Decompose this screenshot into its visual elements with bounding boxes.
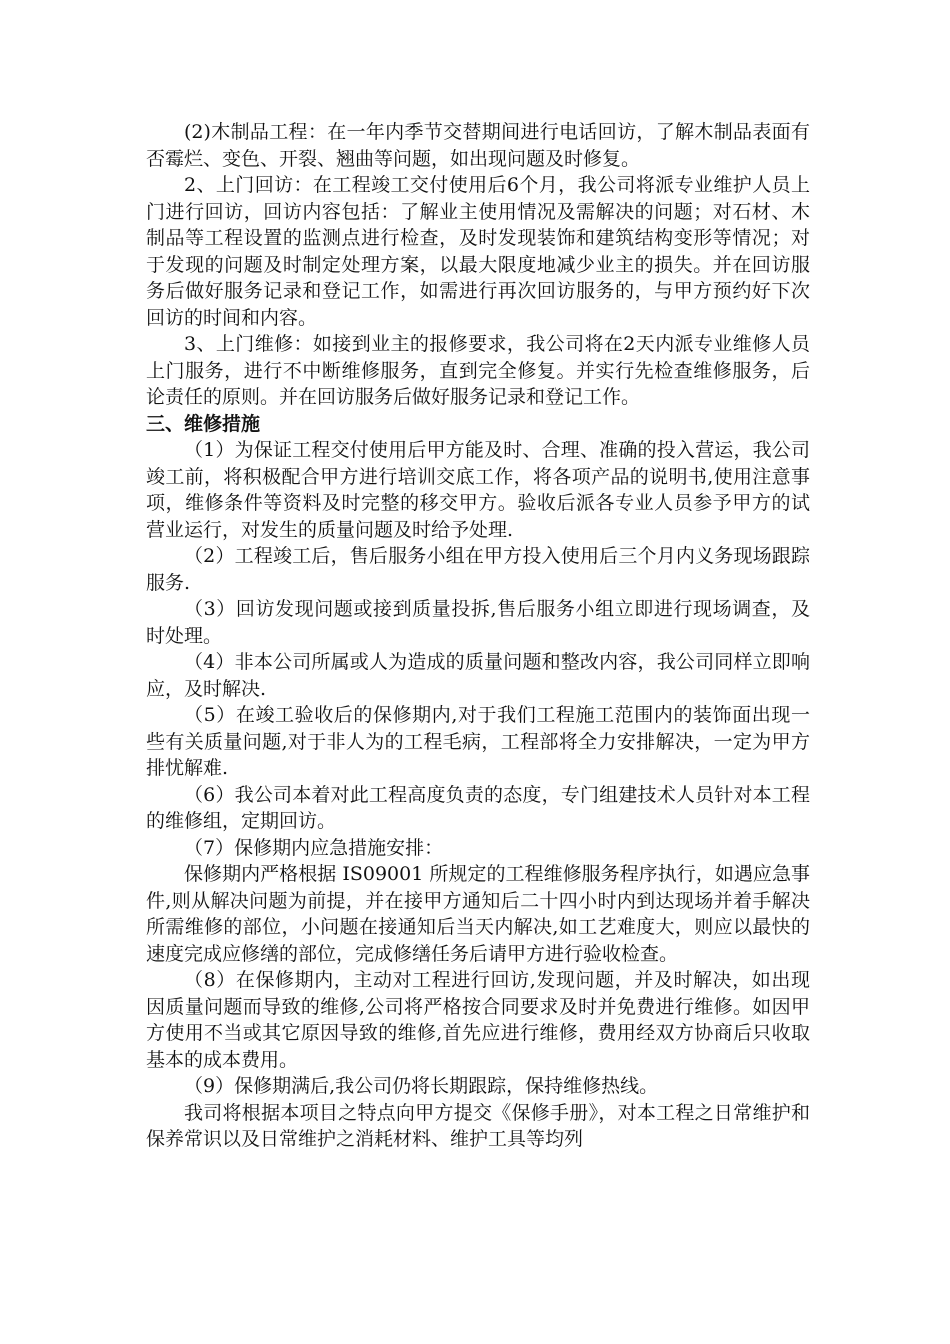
measure-item-5: （5）在竣工验收后的保修期内,对于我们工程施工范围内的装饰面出现一些有关质量问题,对于非人为的工程毛病，工程部将全力安排解决，一定为甲方排忧解难. [146, 704, 810, 779]
paragraph-onsite-repair: 3、上门维修：如接到业主的报修要求，我公司将在2天内派专业维修人员上门服务，进行不中断维修服务，直到完全修复。并实行先检查维修服务，后论责任的原则。并在回访服务后做好服务记录和登记工作。 [146, 333, 810, 408]
measure-item-6: （6）我公司本着对此工程高度负责的态度，专门组建技术人员针对本工程的维修组，定期回访。 [146, 783, 810, 832]
measure-item-4: （4）非本公司所属或人为造成的质量问题和整改内容，我公司同样立即响应，及时解决. [146, 651, 810, 700]
measure-item-8: （8）在保修期内，主动对工程进行回访,发现问题，并及时解决，如出现因质量问题而导致的维修,公司将严格按合同要求及时并免费进行维修。如因甲方使用不当或其它原因导致的维修,首先应进行维修，费用经双方协商后只收取基本的成本费用。 [146, 969, 810, 1071]
document-page [146, 119, 810, 1153]
measure-item-3: （3）回访发现问题或接到质量投拆,售后服务小组立即进行现场调查，及时处理。 [146, 598, 810, 647]
measure-item-7-detail: 保修期内严格根据 IS09001 所规定的工程维修服务程序执行，如遇应急事件,则从解决问题为前提，并在接甲方通知后二十四小时内到达现场并着手解决所需维修的部位，小问题在接通知后当天内解决,如工艺难度大，则应以最快的速度完成应修缮的部位，完成修缮任务后请甲方进行验收检查。 [146, 863, 810, 965]
measure-item-2: （2）工程竣工后，售后服务小组在甲方投入使用后三个月内义务现场跟踪服务. [146, 545, 810, 594]
paragraph-wood-products: (2)木制品工程：在一年内季节交替期间进行电话回访，了解木制品表面有否霉烂、变色、开裂、翘曲等问题，如出现问题及时修复。 [146, 121, 810, 170]
paragraph-onsite-visit: 2、上门回访：在工程竣工交付使用后6个月，我公司将派专业维护人员上门进行回访，回访内容包括：了解业主使用情况及需解决的问题；对石材、木制品等工程设置的监测点进行检查，及时发现装饰和建筑结构变形等情况；对于发现的问题及时制定处理方案，以最大限度地减少业主的损失。并在回访服务后做好服务记录和登记工作，如需进行再次回访服务的，与甲方预约好下次回访的时间和内容。 [146, 174, 810, 329]
measure-item-9: （9）保修期满后,我公司仍将长期跟踪，保持维修热线。 [184, 1075, 659, 1097]
section-heading-maintenance-measures: 三、维修措施 [146, 412, 261, 435]
measure-item-7: （7）保修期内应急措施安排： [184, 836, 444, 859]
paragraph-maintenance-manual: 我司将根据本项目之特点向甲方提交《保修手册》，对本工程之日常维护和保养常识以及日常维护之消耗材料、维护工具等均列 [146, 1101, 810, 1150]
measure-item-1: （1）为保证工程交付使用后甲方能及时、合理、准确的投入营运，我公司竣工前，将积极配合甲方进行培训交底工作，将各项产品的说明书,使用注意事项，维修条件等资料及时完整的移交甲方。验收后派各专业人员参予甲方的试营业运行，对发生的质量问题及时给予处理. [146, 439, 810, 541]
